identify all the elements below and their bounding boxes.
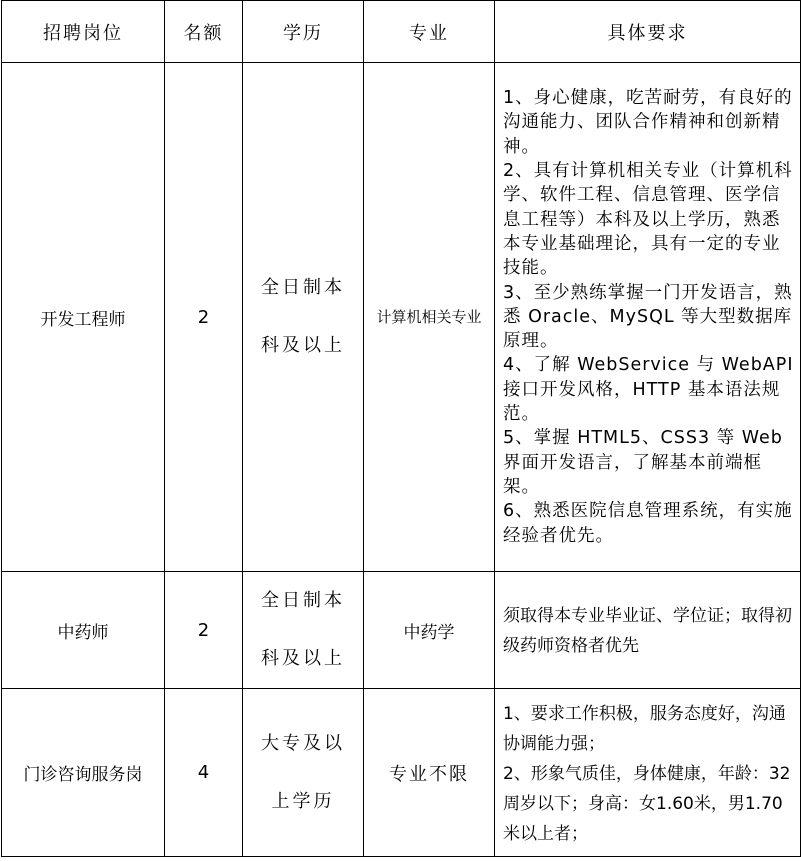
education-cell — [243, 572, 364, 689]
position-cell: 开发工程师 — [2, 63, 165, 572]
recruitment-table — [1, 0, 801, 857]
education-cell — [243, 63, 364, 572]
count-cell: 2 — [165, 572, 243, 689]
education-line: 大专及以 — [261, 732, 345, 754]
requirements-cell — [495, 63, 801, 572]
requirements-cell — [495, 689, 801, 857]
major-cell: 专业不限 — [364, 689, 495, 857]
education-line: 科及以上 — [261, 335, 345, 356]
education-line: 全日制本 — [261, 277, 345, 298]
count-cell: 2 — [165, 63, 243, 572]
table-row — [2, 689, 801, 857]
major-cell: 中药学 — [364, 572, 495, 689]
header-major: 专业 — [364, 1, 495, 63]
education-cell — [243, 689, 364, 857]
header-education: 学历 — [243, 1, 364, 63]
position-cell: 门诊咨询服务岗 — [2, 689, 165, 857]
requirement-item: 4、了解 WebService 与 WebAPI 接口开发风格，HTTP 基本语法规范。 — [503, 355, 794, 425]
count-cell: 4 — [165, 689, 243, 857]
header-requirements: 具体要求 — [495, 1, 801, 63]
requirement-item: 1、身心健康，吃苦耐劳，有良好的沟通能力、团队合作精神和创新精神。 — [503, 88, 793, 157]
header-count: 名额 — [165, 1, 243, 63]
major-cell: 计算机相关专业 — [364, 63, 495, 572]
education-line: 上学历 — [271, 790, 335, 812]
table-row — [2, 572, 801, 689]
requirement-item: 5、掌握 HTML5、CSS3 等 Web 界面开发语言，了解基本前端框架。 — [503, 428, 783, 497]
requirements-cell — [495, 572, 801, 689]
position-cell: 中药师 — [2, 572, 165, 689]
header-position: 招聘岗位 — [2, 1, 165, 63]
table-row — [2, 63, 801, 572]
requirement-item: 2、形象气质佳，身体健康，年龄：32周岁以下；身高：女1.60米，男1.70米以上者； — [503, 763, 791, 844]
education-line: 科及以上 — [261, 648, 345, 669]
requirement-item: 1、要求工作积极，服务态度好，沟通协调能力强； — [503, 703, 786, 754]
header-row — [2, 1, 801, 63]
education-line: 全日制本 — [261, 590, 345, 611]
requirement-item: 6、熟悉医院信息管理系统，有实施经验者优先。 — [503, 501, 793, 546]
requirement-item: 3、至少熟练掌握一门开发语言，熟悉 Oracle、MySQL 等大型数据库原理。 — [503, 282, 793, 352]
requirement-item: 2、具有计算机相关专业（计算机科学、软件工程、信息管理、医学信息工程等）本科及以上学历，熟悉本专业基础理论，具有一定的专业技能。 — [503, 161, 793, 279]
requirement-item: 须取得本专业毕业证、学位证；取得初级药师资格者优先 — [503, 606, 792, 656]
